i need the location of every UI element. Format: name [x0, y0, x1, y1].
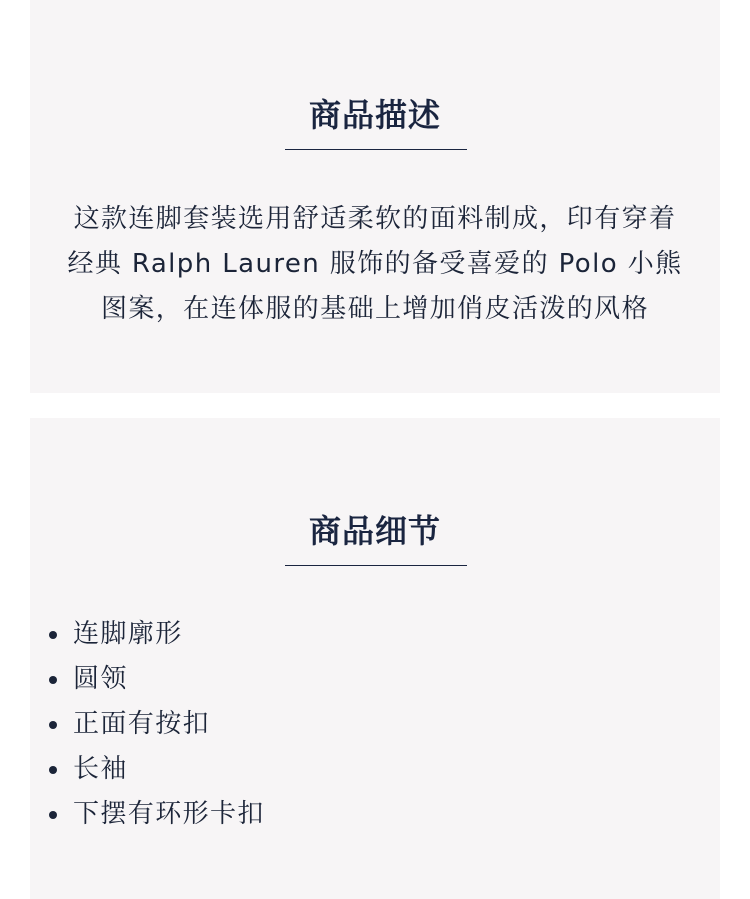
details-divider: [285, 565, 467, 566]
bullet-icon: [49, 721, 57, 729]
list-item: [30, 702, 265, 747]
details-card: [30, 418, 720, 899]
list-item: [30, 612, 265, 657]
list-item: [30, 657, 265, 702]
list-item-label: 长袖: [73, 754, 128, 784]
list-item: [30, 792, 265, 837]
list-item-label: 正面有按扣: [73, 709, 211, 739]
bullet-icon: [49, 811, 57, 819]
list-item-label: 下摆有环形卡扣: [73, 799, 265, 829]
bullet-icon: [49, 766, 57, 774]
description-text: 这款连脚套装选用舒适柔软的面料制成，印有穿着经典 Ralph Lauren 服饰的备受喜爱的 Polo 小熊图案，在连体服的基础上增加俏皮活泼的风格: [67, 204, 683, 324]
list-item-label: 连脚廓形: [73, 619, 183, 649]
description-card: [30, 0, 720, 393]
list-item: [30, 747, 265, 792]
bullet-icon: [49, 676, 57, 684]
list-item-label: 圆领: [73, 664, 128, 694]
details-list: [30, 612, 265, 837]
description-title: 商品描述: [308, 95, 441, 134]
bullet-icon: [49, 631, 57, 639]
description-divider: [285, 149, 467, 150]
details-title: 商品细节: [308, 511, 441, 550]
